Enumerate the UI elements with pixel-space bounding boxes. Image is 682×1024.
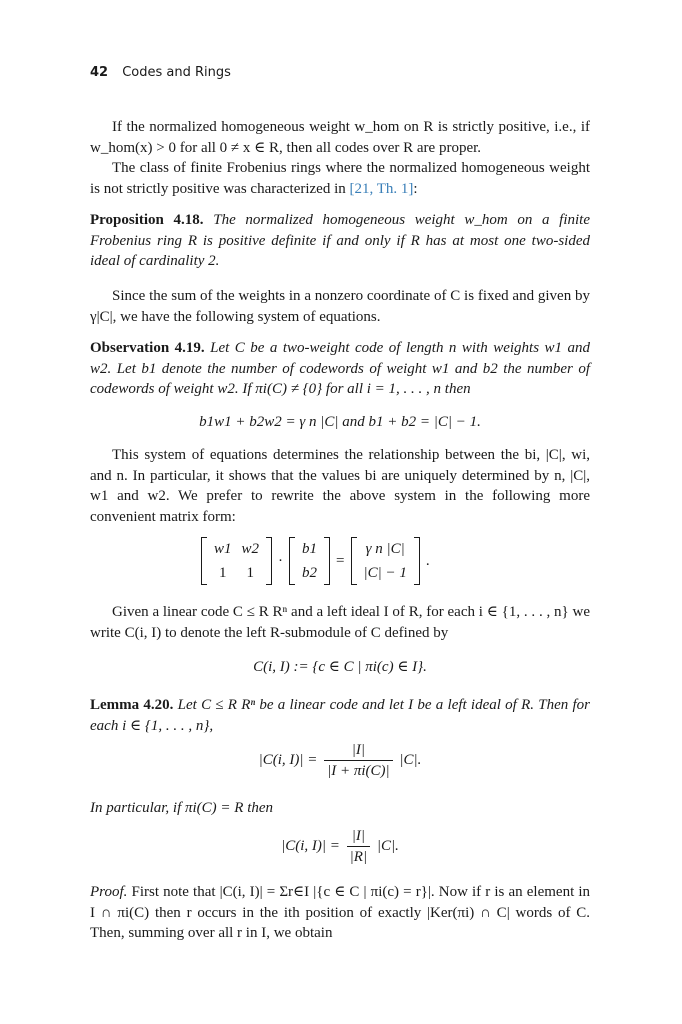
proof	[90, 882, 590, 944]
rhs-2: |C| − 1	[363, 565, 407, 581]
matrix-a22: 1	[246, 565, 255, 581]
running-title: Codes and Rings	[122, 65, 231, 80]
eq4-lhs: |C(i, I)| =	[281, 837, 340, 854]
eq3-numerator: |I|	[324, 740, 393, 761]
observation-text: Let C be a two-weight code of length n with weights w1 and w2. Let b1 denote the number of codewords of weight w1 and b2 the number of codewords of weight w2. If πi(C) ≠ {0} for all i = 1, . . . , n then	[90, 340, 591, 397]
equation-definition: C(i, I) := {c ∈ C | πi(c) ∈ I}.	[253, 659, 427, 675]
observation-4-19	[90, 338, 590, 400]
matrix-a11: w1	[214, 541, 232, 557]
eq4-numerator: |I|	[347, 826, 370, 847]
equation-lemma	[90, 740, 590, 781]
paragraph-2-end: :	[413, 180, 418, 197]
vector-b1: b1	[302, 541, 318, 557]
weight-matrix	[201, 537, 272, 585]
proposition-text: The normalized homogeneous weight w_hom on a finite Frobenius ring R is positive definite if and only if R has at most one two-sided ideal of cardinality 2.	[90, 212, 591, 269]
matrix-a12: w2	[241, 541, 260, 557]
equation-particular	[90, 826, 590, 867]
page-number: 42	[90, 65, 109, 80]
proposition-label: Proposition 4.18.	[90, 212, 204, 228]
matrix-a21: 1	[219, 565, 227, 581]
vector-b2: b2	[302, 565, 318, 581]
rhs-vector	[351, 537, 420, 585]
paragraph-5: Given a linear code C ≤ R Rⁿ and a left ideal I of R, for each i ∈ {1, . . . , n} we write C(i, I) to denote the left R-submodule of C defined by	[90, 604, 590, 641]
lemma-4-20	[90, 695, 590, 736]
lemma-text: Let C ≤ R Rⁿ be a linear code and let I be a left ideal of R. Then for each i ∈ {1, . . . , n},	[90, 697, 591, 734]
equation-system: b1w1 + b2w2 = γ n |C| and b1 + b2 = |C| − 1.	[199, 414, 481, 430]
paragraph-4: This system of equations determines the relationship between the bi, |C|, wi, and n. In particular, it shows that the values bi are uniquely determined by n, |C|, w1 and w2. We prefer to rewrite the above system in the following more convenient matrix form:	[90, 447, 590, 525]
page	[90, 0, 590, 1024]
paragraph-3: Since the sum of the weights in a nonzero coordinate of C is fixed and given by γ|C|, we have the following system of equations.	[90, 288, 590, 325]
citation-link[interactable]: [21, Th. 1]	[349, 180, 414, 197]
proposition-4-18	[90, 210, 590, 272]
observation-label: Observation 4.19.	[90, 340, 205, 356]
particular-case: In particular, if πi(C) = R then	[90, 800, 274, 816]
count-vector	[289, 537, 330, 585]
eq4-rhs: |C|.	[376, 837, 399, 854]
eq3-denominator: |I + πi(C)|	[327, 763, 390, 779]
paragraph-1: If the normalized homogeneous weight w_hom on R is strictly positive, i.e., if w_hom(x) > 0 for all 0 ≠ x ∈ R, then all codes over R are proper.	[90, 119, 590, 156]
proof-text: First note that |C(i, I)| = Σr∈I |{c ∈ C | πi(c) = r}|. Now if r is an element in I ∩ πi(C) then r occurs in the ith position of exactly |Ker(πi) ∩ C| words of C. Then, summing over all r in I, we obtain	[90, 884, 591, 941]
matrix-equation: w1 w2 1 1 · b1 b2 = γ n |C| |C| − 1 .	[201, 537, 436, 587]
lemma-label: Lemma 4.20.	[90, 697, 174, 713]
paragraph-2-text: The class of finite Frobenius rings where the normalized homogeneous weight is not strictly positive was characterized in	[90, 160, 590, 197]
eq4-denominator: |R|	[349, 849, 368, 865]
rhs-1: γ n |C|	[365, 541, 405, 557]
eq3-lhs: |C(i, I)| =	[258, 751, 318, 768]
running-header	[90, 65, 231, 80]
proof-label: Proof.	[90, 884, 128, 900]
paragraph-2	[90, 158, 590, 199]
eq3-rhs: |C|.	[399, 751, 422, 768]
